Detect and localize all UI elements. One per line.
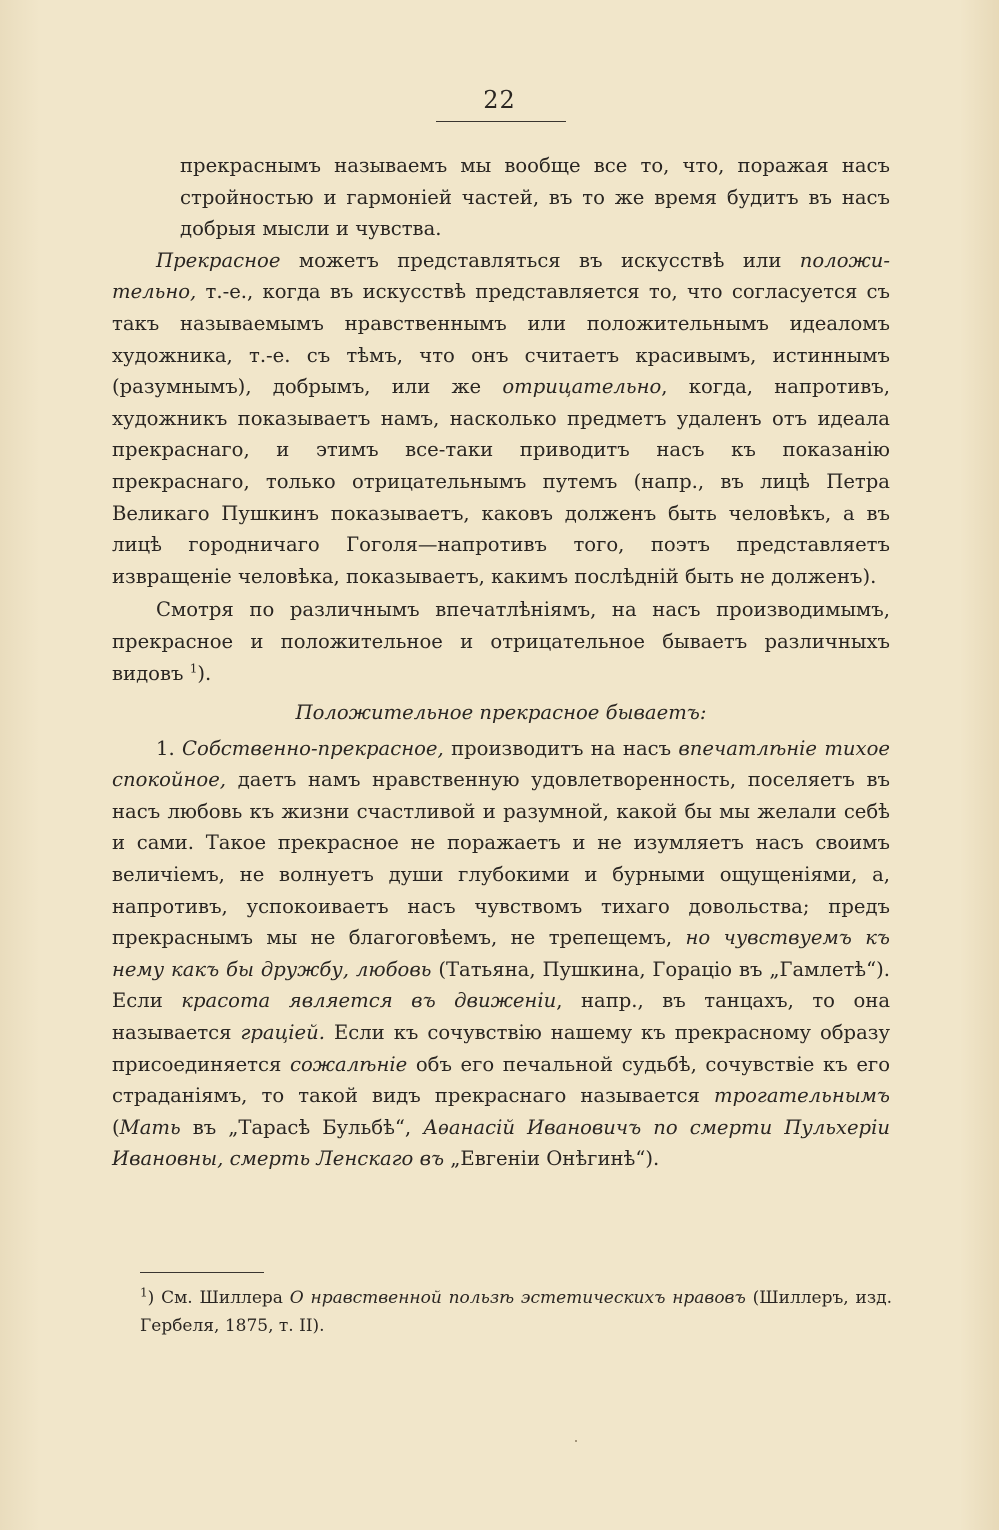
term-positively: положи-тельно,	[112, 248, 890, 304]
footnote-mark: 1	[140, 1285, 148, 1300]
term-beautiful: Прекрасное	[156, 248, 281, 272]
page-number-rule	[436, 121, 566, 122]
paragraph-continuation: прекраснымъ называемъ мы вообще все то, что, поражая насъ стройностью и гармоніей частей, въ то же время будитъ въ насъ добрыя мысли и чувства.	[180, 154, 890, 241]
page-number: 22	[483, 86, 516, 114]
paper-spot	[575, 1440, 577, 1442]
footnote-ref[interactable]: 1	[189, 660, 198, 675]
footnote-rule	[140, 1272, 264, 1273]
footnote-title: О нравственной пользѣ эстетическихъ нравовъ	[289, 1288, 746, 1308]
paragraph-kinds: Смотря по различнымъ впечатлѣніямъ, на насъ производимымъ, прекрасное и положительное и отрицательное бываетъ различныхъ видовъ $^1$).	[112, 598, 890, 685]
section-subheading: Положительное прекрасное бываетъ:	[295, 701, 707, 725]
body-text	[112, 150, 890, 1175]
paragraph-item-1: 1. Собственно-прекрасное, производитъ на насъ впечатлѣніе тихое спокойное, даетъ намъ нравственную удовлетворенность, поселяетъ въ насъ любовь къ жизни счастливой и разумной, какой бы мы желали себѣ и сами. Такое прекрасное не поражаетъ и не изумляетъ насъ своимъ величіемъ, не волнуетъ души глубокими и бурными ощущеніями, а, напротивъ, успокоиваетъ насъ чувствомъ тихаго довольства; предъ прекраснымъ мы не благоговѣемъ, не трепещемъ, но чувствуемъ къ нему какъ бы дружбу, любовь (Татьяна, Пушкина, Гораціо въ „Гамлетѣ“). Если красота является въ движеніи, напр., въ танцахъ, то она называется граціей. Если къ сочувствію нашему къ прекрасному образу присоединяется сожалѣніе объ его печальной судьбѣ, сочувствіе къ его страданіямъ, то такой видъ прекраснаго называется трогательнымъ (Мать въ „Тарасѣ Бульбѣ“, Аѳанасій Ивановичъ по смерти Пульхеріи Ивановны, смерть Ленскаго въ „Евгеніи Онѣгинѣ“).	[112, 736, 891, 1171]
paragraph-beautiful-definition: Прекрасное можетъ представляться въ искусствѣ или положи-тельно, т.-е., когда въ искусствѣ представляется то, что согласуется съ такъ называемымъ нравственнымъ или положительнымъ идеаломъ художника, т.-е. съ тѣмъ, что онъ считаетъ красивымъ, истиннымъ (разумнымъ), добрымъ, или же отрицательно, когда, напротивъ, художникъ показываетъ намъ, насколько предметъ удаленъ отъ идеала прекраснаго, и этимъ все-таки приводитъ насъ къ показанію прекраснаго, только отрицательнымъ путемъ (напр., въ лицѣ Петра Великаго Пушкинъ показываетъ, каковъ долженъ быть человѣкъ, а въ лицѣ городничаго Гоголя—напротивъ того, поэтъ представляетъ извращеніе человѣка, показываетъ, какимъ послѣдній быть не долженъ).	[112, 248, 890, 588]
term-negatively: отрицательно	[502, 375, 662, 399]
footnote: $^1$) См. Шиллера О нравственной пользѣ эстетическихъ нравовъ (Шиллеръ, изд. Гербеля, 1875, т. II).	[140, 1285, 892, 1336]
